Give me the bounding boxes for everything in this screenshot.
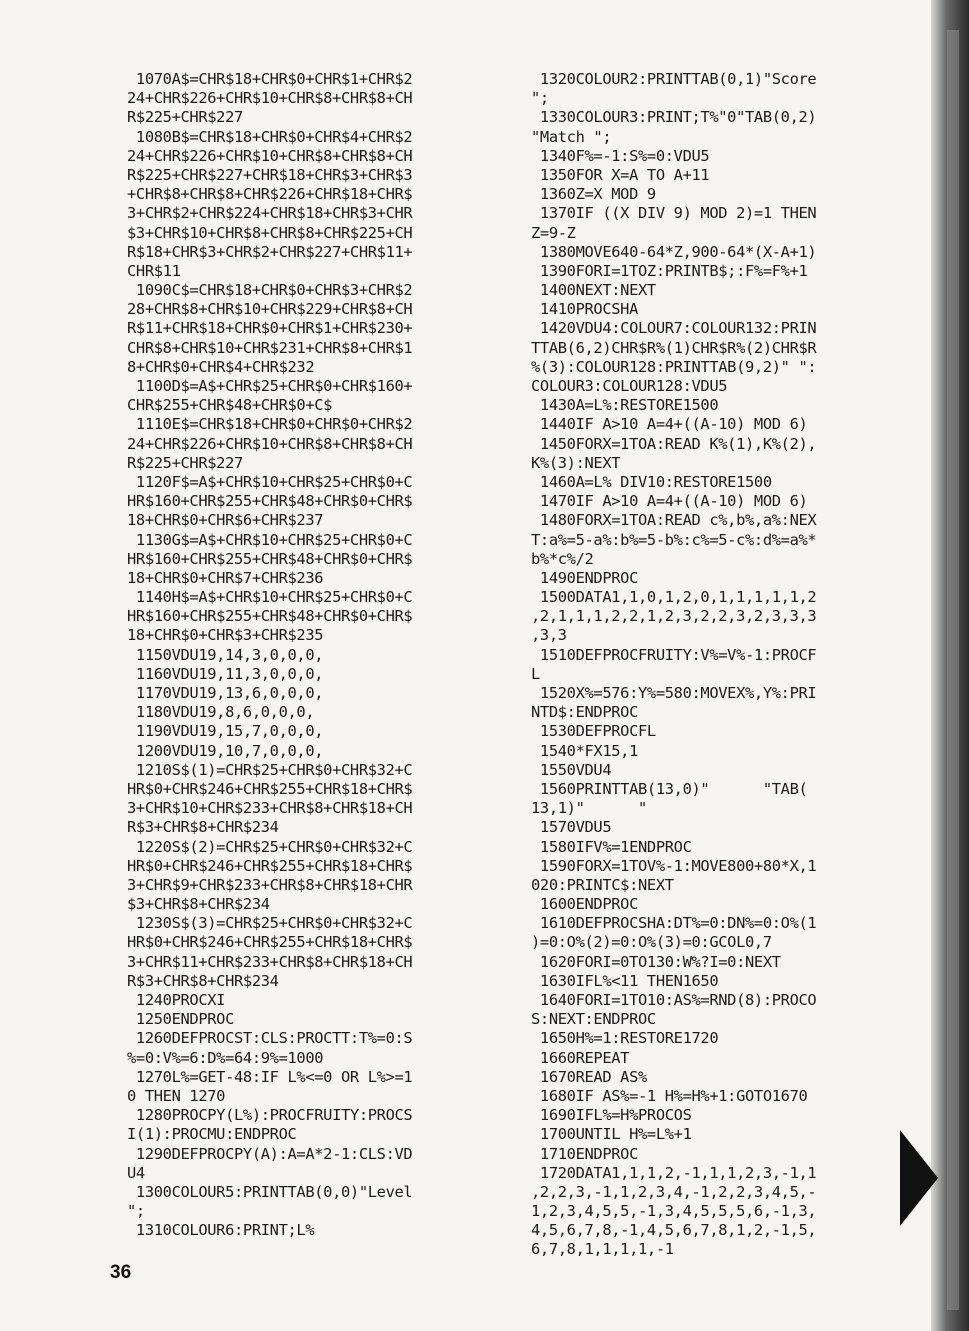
code-line: 18+CHR$0+CHR$3+CHR$235 [127, 626, 324, 645]
code-line: CHR$11 [127, 261, 181, 280]
code-line: 1610DEFPROCSHA:DT%=0:DN%=0:O%(1 [531, 914, 817, 933]
code-line: 28+CHR$8+CHR$10+CHR$229+CHR$8+CH [127, 300, 413, 319]
code-line: 1360Z=X MOD 9 [531, 185, 656, 204]
code-line: R$225+CHR$227+CHR$18+CHR$3+CHR$3 [127, 165, 413, 184]
code-line: 1550VDU4 [531, 760, 612, 779]
code-line: U4 [127, 1163, 145, 1182]
code-line: R$3+CHR$8+CHR$234 [127, 818, 279, 837]
listing-right-column [531, 70, 903, 1260]
page-edge-inner [947, 30, 959, 1310]
code-line: %=0:V%=6:D%=64:9%=1000 [127, 1048, 324, 1067]
code-line: ,2,2,3,-1,1,2,3,4,-1,2,2,3,4,5,- [531, 1182, 817, 1201]
code-line: 1540*FX15,1 [531, 741, 638, 760]
code-line: 1430A=L%:RESTORE1500 [531, 396, 719, 415]
code-line: ,3,3 [531, 626, 567, 645]
code-line: 24+CHR$226+CHR$10+CHR$8+CHR$8+CH [127, 146, 413, 165]
code-line: 1110E$=CHR$18+CHR$0+CHR$0+CHR$2 [127, 415, 413, 434]
code-line: )=0:O%(2)=0:O%(3)=0:GCOL0,7 [531, 933, 772, 952]
code-line: 1620FORI=0TO130:W%?I=0:NEXT [531, 952, 781, 971]
code-line: 1510DEFPROCFRUITY:V%=V%-1:PROCF [531, 645, 817, 664]
code-line: 24+CHR$226+CHR$10+CHR$8+CHR$8+CH [127, 89, 413, 108]
code-line: CHR$8+CHR$10+CHR$231+CHR$8+CHR$1 [127, 338, 413, 357]
code-line: 1460A=L% DIV10:RESTORE1500 [531, 472, 772, 491]
code-line: R$225+CHR$227 [127, 108, 243, 127]
code-line: TTAB(6,2)CHR$R%(1)CHR$R%(2)CHR$R [531, 338, 817, 357]
listing-left-column [127, 70, 497, 1240]
code-line: 1100D$=A$+CHR$25+CHR$0+CHR$160+ [127, 377, 413, 395]
code-line: 3+CHR$2+CHR$224+CHR$18+CHR$3+CHR [127, 204, 413, 223]
code-line: 1720DATA1,1,1,2,-1,1,1,2,3,-1,1 [531, 1163, 817, 1182]
code-line: 3+CHR$10+CHR$233+CHR$8+CHR$18+CH [127, 799, 413, 818]
code-line: 4,5,6,7,8,-1,4,5,6,7,8,1,2,-1,5, [531, 1221, 817, 1240]
code-line: 13,1)" " [531, 799, 647, 818]
code-line: COLOUR3:COLOUR128:VDU5 [531, 377, 728, 395]
code-line: 1520X%=576:Y%=580:MOVEX%,Y%:PRI [531, 684, 817, 702]
code-line: b%*c%/2 [531, 549, 594, 568]
code-line: R$225+CHR$227 [127, 453, 243, 472]
code-line: 1230S$(3)=CHR$25+CHR$0+CHR$32+C [127, 914, 413, 933]
page-number: 36 [110, 1262, 132, 1283]
code-line: NTD$:ENDPROC [531, 703, 638, 722]
code-line: 1490ENDPROC [531, 568, 638, 587]
code-line: 1260DEFPROCST:CLS:PROCTT:T%=0:S [127, 1029, 413, 1048]
code-line: 1380MOVE640-64*Z,900-64*(X-A+1) [531, 242, 817, 261]
code-line: 1420VDU4:COLOUR7:COLOUR132:PRIN [531, 319, 817, 338]
code-line: 1270L%=GET-48:IF L%<=0 OR L%>=1 [127, 1067, 413, 1086]
code-line: 24+CHR$226+CHR$10+CHR$8+CHR$8+CH [127, 434, 413, 453]
code-line: 1700UNTIL H%=L%+1 [531, 1125, 692, 1144]
code-line: R$11+CHR$18+CHR$0+CHR$1+CHR$230+ [127, 319, 413, 338]
code-line: 1570VDU5 [531, 818, 612, 837]
code-line: 1480FORX=1TOA:READ c%,b%,a%:NEX [531, 511, 817, 530]
code-line: I(1):PROCMU:ENDPROC [127, 1125, 297, 1144]
code-line: K%(3):NEXT [531, 453, 621, 472]
code-line: 1710ENDPROC [531, 1144, 638, 1163]
code-line: 1250ENDPROC [127, 1010, 234, 1029]
code-line: 1340F%=-1:S%=0:VDU5 [531, 146, 710, 165]
code-line: T:a%=5-a%:b%=5-b%:c%=5-c%:d%=a%* [531, 530, 817, 549]
code-line: 8+CHR$0+CHR$4+CHR$232 [127, 357, 315, 376]
code-line: 1350FOR X=A TO A+11 [531, 165, 710, 184]
right-triangle-arrow-icon [900, 1130, 938, 1226]
code-line: 1200VDU19,10,7,0,0,0, [127, 741, 324, 760]
code-line: 1190VDU19,15,7,0,0,0, [127, 722, 324, 741]
code-line: 1310COLOUR6:PRINT;L% [127, 1221, 315, 1240]
code-line: +CHR$8+CHR$8+CHR$226+CHR$18+CHR$ [127, 185, 413, 204]
code-line: 6,7,8,1,1,1,1,-1 [531, 1240, 674, 1259]
code-line: 1400NEXT:NEXT [531, 281, 656, 300]
code-line: R$18+CHR$3+CHR$2+CHR$227+CHR$11+ [127, 242, 413, 261]
code-line: 1650H%=1:RESTORE1720 [531, 1029, 719, 1048]
code-line: 1280PROCPY(L%):PROCFRUITY:PROCS [127, 1106, 413, 1125]
code-line: 1080B$=CHR$18+CHR$0+CHR$4+CHR$2 [127, 127, 413, 146]
code-line: 1240PROCXI [127, 991, 226, 1009]
code-line: 18+CHR$0+CHR$6+CHR$237 [127, 511, 324, 530]
code-line: $3+CHR$10+CHR$8+CHR$8+CHR$225+CH [127, 223, 413, 242]
code-line: HR$160+CHR$255+CHR$48+CHR$0+CHR$ [127, 607, 413, 626]
code-line: HR$0+CHR$246+CHR$255+CHR$18+CHR$ [127, 779, 413, 798]
code-line: S:NEXT:ENDPROC [531, 1010, 656, 1029]
code-line: HR$160+CHR$255+CHR$48+CHR$0+CHR$ [127, 549, 413, 568]
code-line: 1580IFV%=1ENDPROC [531, 837, 692, 856]
code-line: 1530DEFPROCFL [531, 722, 656, 741]
code-line: 1680IF AS%=-1 H%=H%+1:GOTO1670 [531, 1086, 808, 1105]
code-line: 1670READ AS% [531, 1067, 647, 1086]
code-line: 3+CHR$9+CHR$233+CHR$8+CHR$18+CHR [127, 875, 413, 894]
code-line: 3+CHR$11+CHR$233+CHR$8+CHR$18+CH [127, 952, 413, 971]
code-line: 1410PROCSHA [531, 300, 638, 319]
code-line: 1210S$(1)=CHR$25+CHR$0+CHR$32+C [127, 760, 413, 779]
code-line: 1390FORI=1TOZ:PRINTB$;:F%=F%+1 [531, 261, 808, 280]
code-line: 1450FORX=1TOA:READ K%(1),K%(2), [531, 434, 817, 453]
code-line: L [531, 664, 540, 683]
code-line: 1170VDU19,13,6,0,0,0, [127, 684, 324, 702]
code-line: 1160VDU19,11,3,0,0,0, [127, 664, 324, 683]
code-line: 1630IFL%<11 THEN1650 [531, 971, 719, 990]
code-line: 020:PRINTC$:NEXT [531, 875, 674, 894]
code-line: 1640FORI=1TO10:AS%=RND(8):PROCO [531, 991, 817, 1009]
code-line: 1290DEFPROCPY(A):A=A*2-1:CLS:VD [127, 1144, 413, 1163]
code-line: 1090C$=CHR$18+CHR$0+CHR$3+CHR$2 [127, 281, 413, 300]
code-line: 1,2,3,4,5,5,-1,3,4,5,5,5,6,-1,3, [531, 1202, 817, 1221]
code-line: %(3):COLOUR128:PRINTTAB(9,2)" ": [531, 357, 817, 376]
code-line: 1220S$(2)=CHR$25+CHR$0+CHR$32+C [127, 837, 413, 856]
code-line: $3+CHR$8+CHR$234 [127, 895, 270, 914]
code-line: 0 THEN 1270 [127, 1086, 226, 1105]
code-line: 1600ENDPROC [531, 895, 638, 914]
code-line: 1500DATA1,1,0,1,2,0,1,1,1,1,1,2 [531, 588, 817, 607]
code-line: 1180VDU19,8,6,0,0,0, [127, 703, 315, 722]
code-line: HR$0+CHR$246+CHR$255+CHR$18+CHR$ [127, 856, 413, 875]
code-line: 1320COLOUR2:PRINTTAB(0,1)"Score [531, 70, 817, 88]
code-line: 1140H$=A$+CHR$10+CHR$25+CHR$0+C [127, 588, 413, 607]
code-line: "Match "; [531, 127, 612, 146]
code-line: CHR$255+CHR$48+CHR$0+C$ [127, 396, 333, 415]
code-line: 1590FORX=1TOV%-1:MOVE800+80*X,1 [531, 856, 817, 875]
code-line: 1300COLOUR5:PRINTTAB(0,0)"Level [127, 1182, 413, 1201]
code-line: 1440IF A>10 A=4+((A-10) MOD 6) [531, 415, 808, 434]
code-line: HR$0+CHR$246+CHR$255+CHR$18+CHR$ [127, 933, 413, 952]
code-line: 1330COLOUR3:PRINT;T%"0"TAB(0,2) [531, 108, 817, 127]
code-line: R$3+CHR$8+CHR$234 [127, 971, 279, 990]
code-line: HR$160+CHR$255+CHR$48+CHR$0+CHR$ [127, 492, 413, 511]
code-line: "; [531, 89, 549, 108]
code-line: 1070A$=CHR$18+CHR$0+CHR$1+CHR$2 [127, 70, 413, 88]
code-line: 1370IF ((X DIV 9) MOD 2)=1 THEN [531, 204, 817, 223]
code-line: Z=9-Z [531, 223, 576, 242]
code-line: 1660REPEAT [531, 1048, 630, 1067]
continue-arrow-shape [900, 1130, 938, 1226]
code-line: 1150VDU19,14,3,0,0,0, [127, 645, 324, 664]
code-line: 1120F$=A$+CHR$10+CHR$25+CHR$0+C [127, 472, 413, 491]
code-line: "; [127, 1202, 145, 1221]
code-line: 1470IF A>10 A=4+((A-10) MOD 6) [531, 492, 808, 511]
code-line: 1560PRINTTAB(13,0)" "TAB( [531, 779, 808, 798]
code-line: 18+CHR$0+CHR$7+CHR$236 [127, 568, 324, 587]
code-line: 1130G$=A$+CHR$10+CHR$25+CHR$0+C [127, 530, 413, 549]
code-line: ,2,1,1,1,2,2,1,2,3,2,2,3,2,3,3,3 [531, 607, 817, 626]
code-line: 1690IFL%=H%PROCOS [531, 1106, 692, 1125]
